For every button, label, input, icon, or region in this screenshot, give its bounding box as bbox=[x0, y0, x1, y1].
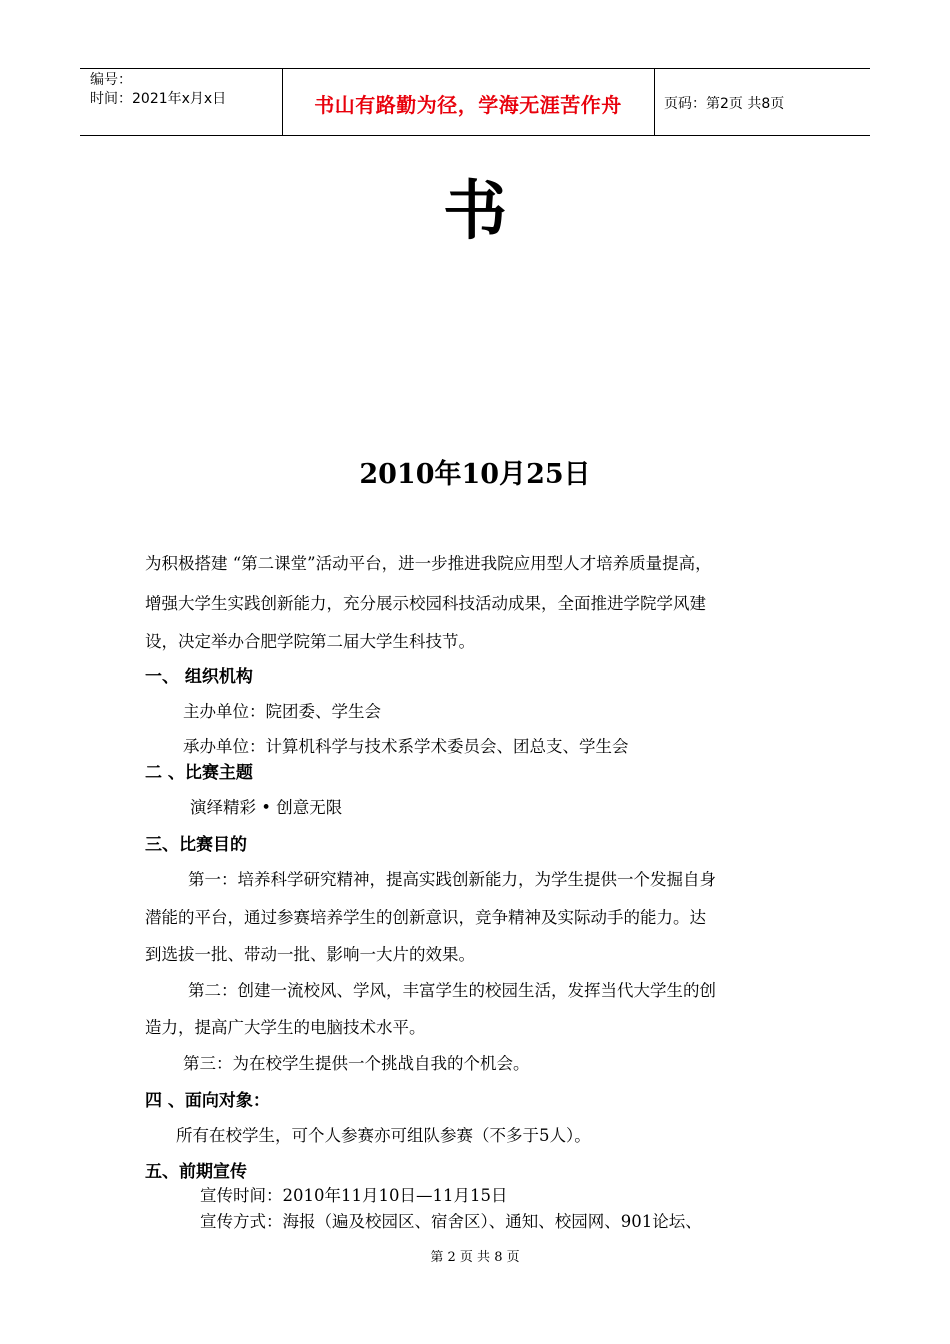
section-2-title: 二 、比赛主题 bbox=[145, 763, 253, 783]
section-3-title: 三、比赛目的 bbox=[145, 835, 247, 855]
header-page-info: 页码：第2页 共8页 bbox=[664, 96, 785, 112]
section-3-p3: 第三：为在校学生提供一个挑战自我的个机会。 bbox=[183, 1054, 530, 1073]
section-1-organizer: 承办单位：计算机科学与技术系学术委员会、团总支、学生会 bbox=[183, 737, 629, 756]
intro-line-1: 为积极搭建 “第二课堂”活动平台，进一步推进我院应用型人才培养质量提高， bbox=[145, 554, 712, 573]
header-bottom-rule bbox=[80, 135, 870, 136]
header-top-rule bbox=[80, 68, 870, 69]
section-3-p1-line-3: 到选拔一批、带动一批、影响一大片的效果。 bbox=[145, 945, 475, 964]
section-1-host: 主办单位：院团委、学生会 bbox=[183, 702, 381, 721]
header-number: 编号： bbox=[90, 72, 132, 88]
section-4-text: 所有在校学生，可个人参赛亦可组队参赛（不多于5人）。 bbox=[176, 1126, 591, 1145]
intro-line-3: 设，决定举办合肥学院第二届大学生科技节。 bbox=[145, 632, 475, 651]
section-5-method: 宣传方式：海报（遍及校园区、宿舍区）、通知、校园网、901论坛、 bbox=[200, 1212, 702, 1231]
header-divider-right bbox=[654, 68, 655, 136]
page-footer: 第 2 页 共 8 页 bbox=[430, 1250, 520, 1265]
section-5-title: 五、前期宣传 bbox=[145, 1162, 247, 1182]
section-3-p2-line-2: 造力，提高广大学生的电脑技术水平。 bbox=[145, 1018, 426, 1037]
cover-big-character: 书 bbox=[443, 174, 507, 249]
header-motto: 书山有路勤为径，学海无涯苦作舟 bbox=[314, 93, 622, 117]
header-meta bbox=[90, 71, 226, 109]
header-time: 时间：2021年x月x日 bbox=[90, 91, 227, 107]
section-3-p2-line-1: 第二：创建一流校风、学风，丰富学生的校园生活，发挥当代大学生的创 bbox=[188, 981, 716, 1000]
section-5-time: 宣传时间：2010年11月10日—11月15日 bbox=[200, 1186, 508, 1205]
section-1-title: 一、 组织机构 bbox=[145, 667, 253, 687]
intro-line-2: 增强大学生实践创新能力，充分展示校园科技活动成果，全面推进学院学风建 bbox=[145, 594, 706, 613]
section-4-title: 四 、面向对象： bbox=[145, 1091, 270, 1111]
section-2-theme: 演绎精彩 • 创意无限 bbox=[190, 798, 343, 817]
section-3-p1-line-1: 第一：培养科学研究精神，提高实践创新能力，为学生提供一个发掘自身 bbox=[188, 870, 716, 889]
section-3-p1-line-2: 潜能的平台，通过参赛培养学生的创新意识，竞争精神及实际动手的能力。达 bbox=[145, 908, 706, 927]
cover-date: 2010年10月25日 bbox=[359, 459, 591, 490]
